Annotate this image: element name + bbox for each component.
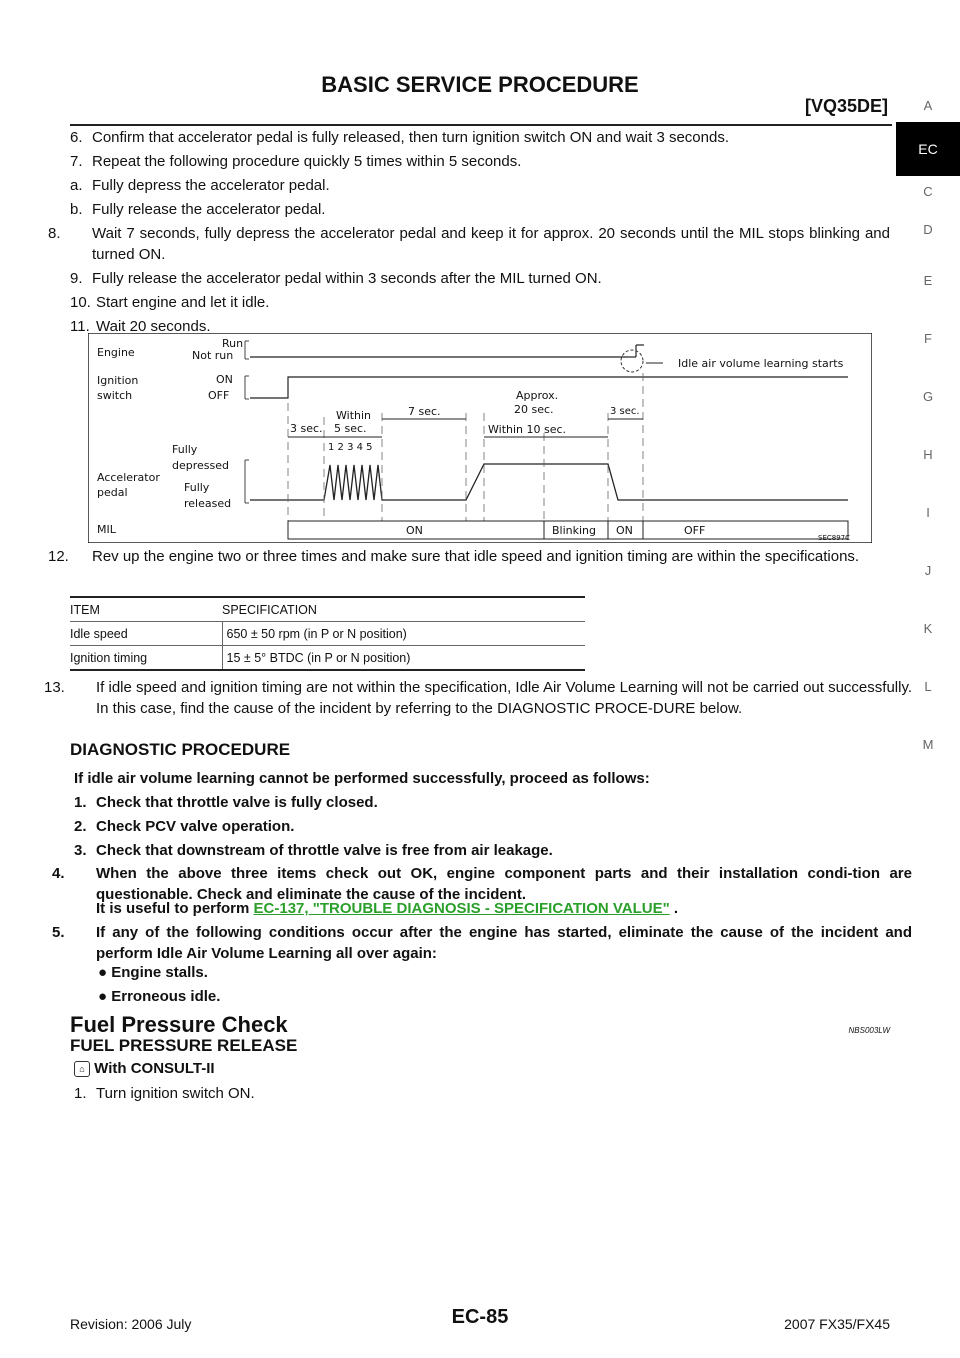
fuel-step-1: 1. Turn ignition switch ON. [74, 1085, 255, 1102]
index-ec-active[interactable]: EC [896, 122, 960, 176]
step-9: 9. Fully release the accelerator pedal within 3 seconds after the MIL turned ON. [70, 270, 602, 287]
label-approx-1: Approx. [516, 389, 559, 402]
mil-on-1: ON [406, 524, 423, 537]
step-7b: b. Fully release the accelerator pedal. [70, 201, 326, 218]
diag-step-1: 1. Check that throttle valve is fully closed. [74, 794, 378, 811]
spec-table-wrap [70, 596, 585, 671]
label-within-10: Within 10 sec. [488, 423, 567, 436]
step-13: 13. If idle speed and ignition timing are not within the specification, Idle Air Volume Learning will not be carried out successfully. In this case, find the cause of the incident by referring to the DIAGNOSTIC PROCE-DURE below. [44, 679, 913, 717]
label-within-5-b: 5 sec. [334, 422, 367, 435]
label-accelerator: Accelerator [97, 471, 160, 484]
index-c[interactable]: C [923, 184, 933, 199]
section-index [896, 90, 960, 774]
index-a[interactable]: A [923, 98, 933, 113]
axis-brackets [245, 341, 249, 503]
diag-step-4-link-line: It is useful to perform EC-137, "TROUBLE DIAGNOSIS - SPECIFICATION VALUE" . [96, 900, 679, 917]
label-switch: switch [97, 389, 133, 402]
label-mil: MIL [97, 523, 116, 536]
step-6: 6. Confirm that accelerator pedal is fully released, then turn ignition switch ON and wait 3 seconds. [70, 129, 729, 146]
footer-revision: Revision: 2006 July [70, 1316, 192, 1332]
label-7sec: 7 sec. [408, 405, 441, 418]
index-k[interactable]: K [923, 621, 933, 636]
engine-code: [VQ35DE] [804, 96, 888, 116]
diag-step-4: 4. When the above three items check out OK, engine component parts and their installation condi-tion are questionable. Check and eliminate the cause of the incident. [52, 865, 912, 903]
accelerator-line [250, 464, 848, 500]
figure-code: SEC897C [818, 534, 851, 542]
table-row: Idle speed 650 ± 50 rpm (in P or N position) [70, 622, 585, 646]
page-title: BASIC SERVICE PROCEDURE [321, 72, 639, 97]
mil-blinking: Blinking [552, 524, 597, 537]
consult-icon: ⌂ [74, 1061, 90, 1077]
label-idle-start: Idle air volume learning starts [678, 357, 844, 370]
diag-step-5: 5. If any of the following conditions occur after the engine has started, eliminate the cause of the incident and perform Idle Air Volume Learning all over again: [52, 924, 912, 962]
label-fully-dep-2: depressed [172, 459, 229, 472]
step-11: 11. Wait 20 seconds. [70, 318, 211, 335]
label-pedal: pedal [97, 486, 128, 499]
index-m[interactable]: M [922, 737, 934, 752]
step-12: 12. Rev up the engine two or three times and make sure that idle speed and ignition timing are within the specifications. [48, 548, 860, 565]
index-j[interactable]: J [924, 563, 932, 578]
label-3sec-a: 3 sec. [290, 422, 323, 435]
step-10: 10. Start engine and let it idle. [70, 294, 270, 311]
timing-diagram [88, 333, 872, 543]
spec-table [70, 598, 585, 671]
step-8: 8. Wait 7 seconds, fully depress the accelerator pedal and keep it for approx. 20 seconds until the MIL stops blinking and turned ON. [48, 225, 890, 263]
bullet-icon: ● [98, 964, 108, 981]
fuel-subtitle: FUEL PRESSURE RELEASE [70, 1036, 298, 1055]
step-7a: a. Fully depress the accelerator pedal. [70, 177, 330, 194]
index-h[interactable]: H [923, 447, 933, 462]
section-title: Fuel Pressure Check [70, 1012, 288, 1037]
consult-heading: ⌂ With CONSULT-II [74, 1060, 215, 1077]
steps-top [48, 127, 890, 337]
col-spec: SPECIFICATION [222, 598, 585, 622]
label-3sec-b: 3 sec. [610, 406, 640, 417]
index-f[interactable]: F [924, 331, 932, 346]
footer-model: 2007 FX35/FX45 [784, 1316, 890, 1332]
index-i[interactable]: I [926, 505, 930, 520]
index-d[interactable]: D [923, 222, 933, 237]
label-fully-rel-2: released [184, 497, 232, 510]
diag-step-2: 2. Check PCV valve operation. [74, 818, 295, 835]
index-l[interactable]: L [924, 679, 932, 694]
label-within-5-a: Within [336, 409, 372, 422]
col-item: ITEM [70, 598, 222, 622]
label-fully-dep-1: Fully [172, 443, 198, 456]
label-ignition: Ignition [97, 374, 139, 387]
header-rule [70, 124, 892, 126]
label-off: OFF [208, 389, 230, 402]
start-circle [621, 350, 643, 372]
diag-intro: If idle air volume learning cannot be performed successfully, proceed as follows: [74, 770, 650, 787]
bullet-erroneous-idle: ● Erroneous idle. [98, 988, 221, 1005]
label-on: ON [216, 373, 233, 386]
diag-step-3: 3. Check that downstream of throttle valve is free from air leakage. [74, 842, 553, 859]
section-code: NBS003LW [848, 1026, 890, 1035]
spec-value-link[interactable]: EC-137, "TROUBLE DIAGNOSIS - SPECIFICATION VALUE" [253, 900, 670, 917]
table-header-row [70, 598, 585, 622]
bullet-engine-stalls: ● Engine stalls. [98, 964, 208, 981]
diag-title: DIAGNOSTIC PROCEDURE [70, 740, 291, 759]
label-approx-2: 20 sec. [514, 403, 554, 416]
mil-off: OFF [684, 524, 706, 537]
label-engine: Engine [97, 346, 135, 359]
label-run: Run [222, 337, 244, 350]
mil-on-2: ON [616, 524, 633, 537]
page-number: EC-85 [451, 1306, 509, 1328]
index-e[interactable]: E [923, 273, 933, 288]
bullet-icon: ● [98, 988, 108, 1005]
index-g[interactable]: G [922, 389, 934, 404]
table-row: Ignition timing 15 ± 5° BTDC (in P or N position) [70, 646, 585, 671]
step-7: 7. Repeat the following procedure quickly 5 times within 5 seconds. [70, 153, 522, 170]
label-counts: 1 2 3 4 5 [328, 442, 373, 453]
label-fully-rel-1: Fully [184, 481, 210, 494]
label-not-run: Not run [192, 349, 234, 362]
